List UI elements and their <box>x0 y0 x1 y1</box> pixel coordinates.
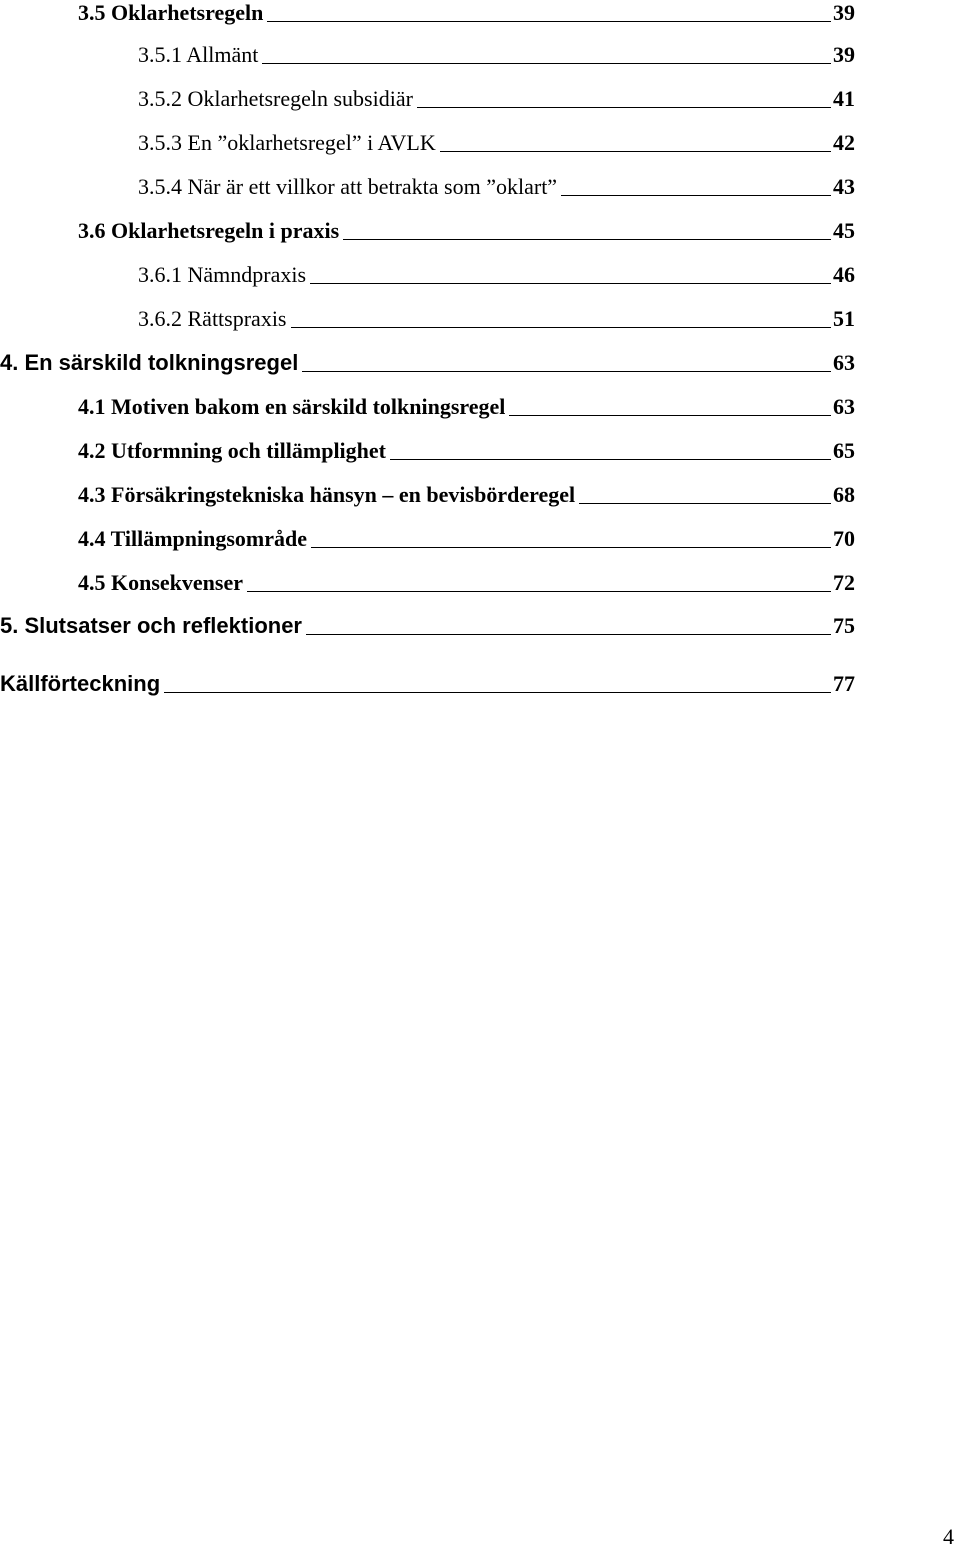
toc-entry-title: 3.5.4 När är ett villkor att betrakta som ”oklart” <box>138 174 558 199</box>
toc-entry-title: 4.5 Konsekvenser <box>78 570 243 595</box>
toc-entry[interactable] <box>0 350 855 376</box>
toc-entry[interactable] <box>138 86 855 112</box>
toc-entry-page: 65 <box>833 438 855 463</box>
toc-leader <box>247 591 831 592</box>
toc-leader <box>310 283 831 284</box>
toc-entry[interactable] <box>0 613 855 639</box>
toc-entry-page: 72 <box>833 570 855 595</box>
toc-entry-page: 75 <box>833 613 855 638</box>
toc-entry-page: 70 <box>833 526 855 551</box>
toc-entry[interactable] <box>138 42 855 68</box>
toc-entry[interactable] <box>138 130 855 156</box>
toc-leader <box>306 634 831 635</box>
toc-entry[interactable] <box>78 482 855 508</box>
toc-entry[interactable] <box>78 438 855 464</box>
toc-leader <box>262 63 831 64</box>
toc-entry-page: 63 <box>833 394 855 419</box>
page-number: 4 <box>943 1524 954 1549</box>
toc-leader <box>390 459 831 460</box>
toc-entry[interactable] <box>138 306 855 332</box>
toc-entry-page: 51 <box>833 306 855 331</box>
toc-leader <box>579 503 831 504</box>
toc-leader <box>267 21 831 22</box>
toc-leader <box>417 107 831 108</box>
toc-entry-title: 3.5.2 Oklarhetsregeln subsidiär <box>138 86 413 111</box>
toc-entry-page: 63 <box>833 350 855 375</box>
toc-entry[interactable] <box>138 174 855 200</box>
toc-entry[interactable] <box>78 570 855 596</box>
toc-entry-page: 39 <box>833 0 855 25</box>
toc-entry-title: 5. Slutsatser och reflektioner <box>0 613 302 638</box>
toc-entry-page: 45 <box>833 218 855 243</box>
toc-entry[interactable] <box>78 218 855 244</box>
toc-entry-title: 4.3 Försäkringstekniska hänsyn – en bevisbörderegel <box>78 482 576 507</box>
toc-entry-title: 3.5.1 Allmänt <box>138 42 259 67</box>
toc-entry-title: 4. En särskild tolkningsregel <box>0 350 299 375</box>
toc-entry[interactable] <box>0 671 855 697</box>
toc-entry-page: 41 <box>833 86 855 111</box>
toc-leader <box>561 195 831 196</box>
toc-entry-page: 77 <box>833 671 855 696</box>
toc-entry-title: 4.4 Tillämpningsområde <box>78 526 308 551</box>
toc-entry-title: Källförteckning <box>0 671 161 696</box>
toc-entry-page: 39 <box>833 42 855 67</box>
toc-entry-page: 42 <box>833 130 855 155</box>
toc-entry-title: 3.5 Oklarhetsregeln <box>78 0 264 25</box>
toc-leader <box>311 547 831 548</box>
toc-entry[interactable] <box>78 526 855 552</box>
toc-leader <box>509 415 831 416</box>
toc-leader <box>440 151 831 152</box>
toc-leader <box>302 371 831 372</box>
toc-entry-title: 4.1 Motiven bakom en särskild tolkningsregel <box>78 394 506 419</box>
toc-entry-title: 3.6.2 Rättspraxis <box>138 306 287 331</box>
toc-leader <box>291 327 832 328</box>
toc-entry-page: 46 <box>833 262 855 287</box>
toc-entry-title: 3.5.3 En ”oklarhetsregel” i AVLK <box>138 130 436 155</box>
toc-entry-title: 3.6 Oklarhetsregeln i praxis <box>78 218 340 243</box>
toc-leader <box>343 239 831 240</box>
toc-entry-page: 68 <box>833 482 855 507</box>
toc-entry-title: 4.2 Utformning och tillämplighet <box>78 438 386 463</box>
toc-entry-title: 3.6.1 Nämndpraxis <box>138 262 307 287</box>
toc-entry-page: 43 <box>833 174 855 199</box>
toc-entry[interactable] <box>138 262 855 288</box>
toc-leader <box>164 692 831 693</box>
toc-entry[interactable] <box>78 394 855 420</box>
toc-entry[interactable] <box>78 0 855 26</box>
